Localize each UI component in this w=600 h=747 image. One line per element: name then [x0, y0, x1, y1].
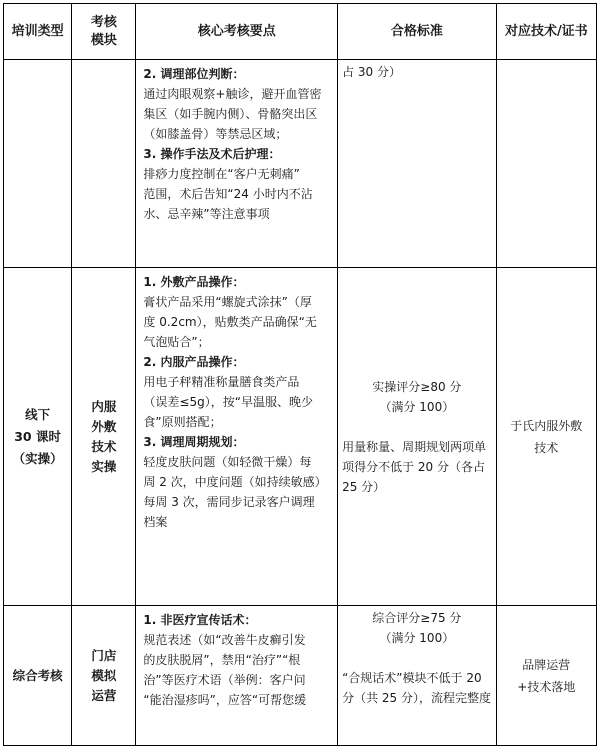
point-title: 3. 调理周期规划：: [143, 435, 245, 449]
assessment-table: [3, 3, 597, 746]
standard-line: （满分 100）: [379, 399, 455, 414]
standard-line: （满分 100）: [379, 631, 455, 645]
module-cell: [72, 60, 136, 268]
standard-line: “合规话术”模块不低于 20: [342, 671, 482, 685]
point-title: 1. 非医疗宣传话术：: [143, 613, 257, 627]
module-line: 运营: [91, 687, 117, 703]
header-row: [4, 4, 597, 60]
standard-line: 综合评分≥75 分: [372, 611, 462, 625]
point-line: 档案: [143, 515, 168, 529]
header-module: [72, 4, 136, 60]
standard-line: 用量称量、周期规划两项单: [342, 439, 487, 454]
points-cell: [136, 60, 338, 268]
category-cell: [4, 606, 72, 746]
standard-cell: [338, 60, 497, 268]
certificate-line: 于氏内服外敷: [510, 418, 583, 433]
standard-line: 25 分）: [342, 479, 386, 494]
point-line: （误差≤5g），按“早温服、晚少: [143, 395, 313, 409]
point-line: “能治湿疹吗”，应答“可帮您缓: [143, 693, 307, 707]
standard-cell: [338, 606, 497, 746]
category-line: （实操）: [12, 450, 63, 466]
spacer: [342, 648, 492, 668]
header-training-type: 培训类型: [4, 4, 72, 60]
category-line: 综合考核: [12, 667, 63, 683]
module-line: 实操: [91, 458, 117, 474]
certificate-line: 品牌运营: [522, 657, 571, 672]
module-line: 技术: [91, 438, 117, 454]
point-title: 2. 调理部位判断：: [143, 67, 245, 81]
point-line: 用电子秤精准称量膳食类产品: [143, 375, 300, 389]
standard-line: 实操评分≥80 分: [372, 379, 462, 394]
category-line: 30 课时: [14, 428, 61, 444]
header-certificate: 对应技术/证书: [496, 4, 596, 60]
points-cell: [136, 606, 338, 746]
module-line: 内服: [91, 398, 117, 414]
certificate-cell: [496, 606, 596, 746]
point-line: 每周 3 次，需同步记录客户调理: [143, 495, 315, 509]
point-line: 治”等医疗术语（举例：客户问: [143, 673, 306, 687]
point-line: 周 2 次，中度问题（如持续敏感）: [143, 475, 327, 489]
standard-cell: [338, 268, 497, 606]
point-line: 范围，术后告知“24 小时内不沾: [143, 187, 313, 201]
certificate-cell: [496, 268, 596, 606]
point-title: 2. 内服产品操作：: [143, 355, 245, 369]
table-row: [4, 268, 597, 606]
point-line: 通过肉眼观察+触诊，避开血管密: [143, 87, 322, 101]
header-pass-standard: 合格标准: [338, 4, 497, 60]
table-row: [4, 606, 597, 746]
category-cell: [4, 268, 72, 606]
point-line: 的皮肤脱屑”，禁用“治疗”“根: [143, 653, 301, 667]
point-title: 3. 操作手法及术后护理：: [143, 147, 281, 161]
header-core-points: 核心考核要点: [136, 4, 338, 60]
point-line: 气泡贴合”；: [143, 335, 210, 349]
point-line: 膏状产品采用“螺旋式涂抹”（厚: [143, 295, 312, 309]
category-cell: [4, 60, 72, 268]
module-line: 模拟: [91, 667, 117, 683]
certificate-line: 技术: [534, 440, 559, 455]
table-row: [4, 60, 597, 268]
module-line: 门店: [91, 647, 117, 663]
module-cell: [72, 606, 136, 746]
header-module-line2: 模块: [90, 32, 117, 48]
point-line: 集区（如手腕内侧）、骨骼突出区: [143, 107, 318, 121]
module-cell: [72, 268, 136, 606]
point-line: 轻度皮肤问题（如轻微干燥）每: [143, 455, 312, 469]
certificate-line: +技术落地: [517, 679, 576, 694]
point-line: （如膝盖骨）等禁忌区域；: [143, 127, 288, 141]
standard-line: 分（共 25 分），流程完整度: [342, 691, 491, 705]
point-line: 排痧力度控制在“客户无刺痛”: [143, 167, 300, 181]
standard-line: 项得分不低于 20 分（各占: [342, 459, 485, 474]
point-title: 1. 外敷产品操作：: [143, 275, 245, 289]
certificate-cell: [496, 60, 596, 268]
spacer: [342, 417, 492, 437]
module-line: 外敷: [91, 418, 117, 434]
point-line: 水、忌辛辣”等注意事项: [143, 207, 270, 221]
standard-line: 占 30 分）: [342, 65, 401, 79]
header-module-line1: 考核: [90, 14, 117, 30]
point-line: 度 0.2cm），贴敷类产品确保“无: [143, 315, 317, 329]
category-line: 线下: [25, 406, 51, 422]
points-cell: [136, 268, 338, 606]
point-line: 规范表述（如“改善牛皮癣引发: [143, 633, 306, 647]
point-line: 食”原则搭配；: [143, 415, 222, 429]
